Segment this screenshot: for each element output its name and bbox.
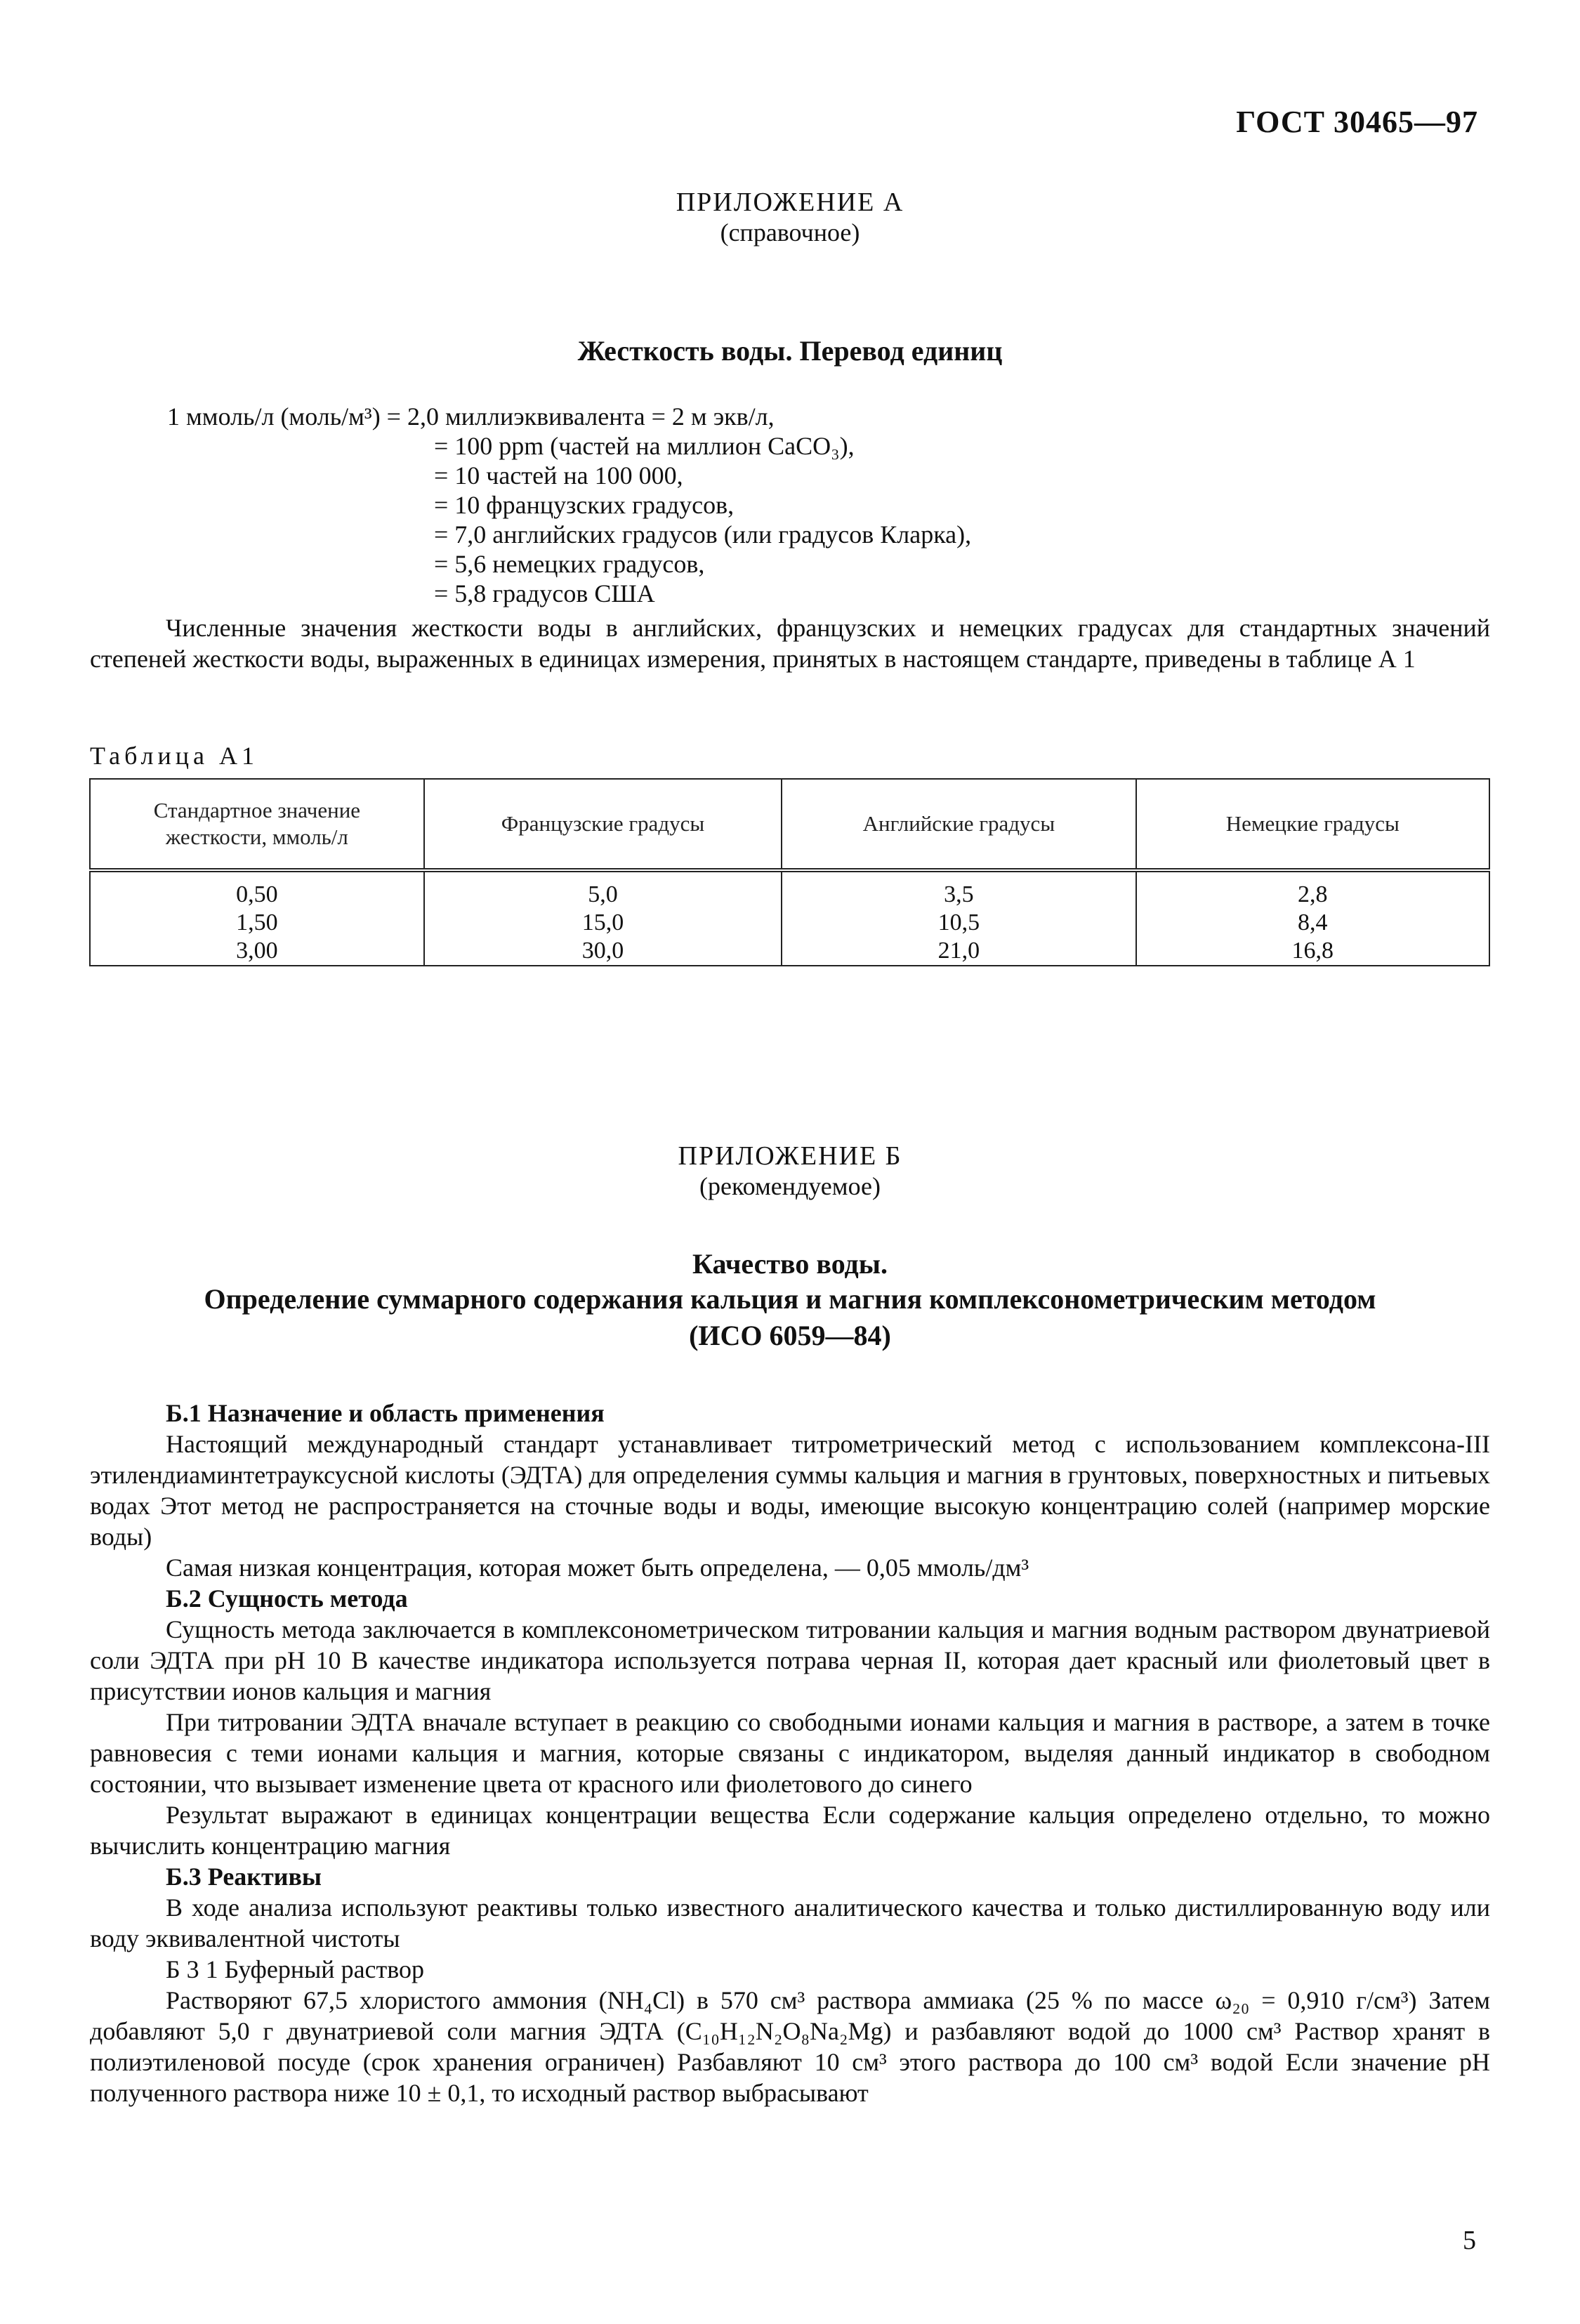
table-cell: 15,0 bbox=[424, 909, 782, 937]
section-b2-paragraph: Результат выражают в единицах концентрации вещества Если содержание кальция определено отдельно, то можно вычислить концентрацию магния bbox=[90, 1801, 1490, 1860]
table-cell: 8,4 bbox=[1136, 909, 1489, 937]
section-b3-heading: Б.3 Реактивы bbox=[166, 1863, 322, 1891]
table-cell: 3,5 bbox=[782, 870, 1135, 909]
annex-b-title: ПРИЛОЖЕНИЕ Б bbox=[678, 1141, 902, 1171]
table-row bbox=[90, 870, 1489, 909]
table-header-cell: Французские градусы bbox=[424, 779, 782, 870]
annex-b-body bbox=[90, 1398, 1490, 2108]
table-header-cell: Немецкие градусы bbox=[1136, 779, 1489, 870]
table-cell: 30,0 bbox=[424, 937, 782, 966]
hardness-table bbox=[89, 778, 1490, 966]
section-b31-paragraph: Растворяют 67,5 хлористого аммония (NH₄Cl) в 570 см³ раствора аммиака (25 % по массе ω₂₀ = 0,910 г/см³) Затем добавляют 5,0 г двунатриевой соли магния ЭДТА (C₁₀H₁₂N₂O₈Na₂Mg) и разбавляют водой до 1000 см³ Раствор хранят в полиэтиленовой посуде (срок хранения ограничен) Разбавляют 10 см³ этого раствора до 100 см³ водой Если значение pH полученного раствора ниже 10 ± 0,1, то исходный раствор выбрасывают bbox=[90, 1986, 1490, 2107]
section-b2-paragraph: Сущность метода заключается в комплексонометрическом титровании кальция и магния водным раствором двунатриевой соли ЭДТА при pH 10 В качестве индикатора используется потрава черная II, которая дает красный или фиолетовый цвет в присутствии ионов кальция и магния bbox=[90, 1615, 1490, 1705]
standard-code: ГОСТ 30465—97 bbox=[1236, 105, 1478, 139]
table-caption: Таблица А1 bbox=[90, 742, 258, 770]
table-header-row bbox=[90, 779, 1489, 870]
table-row bbox=[90, 909, 1489, 937]
section-b1-heading: Б.1 Назначение и область применения bbox=[166, 1399, 605, 1427]
annex-b-status: (рекомендуемое) bbox=[699, 1172, 881, 1200]
annex-b-heading-line1: Качество воды. bbox=[692, 1248, 888, 1280]
annex-a-title: ПРИЛОЖЕНИЕ А bbox=[676, 188, 904, 217]
table-cell: 21,0 bbox=[782, 937, 1135, 966]
table-cell: 1,50 bbox=[90, 909, 424, 937]
section-b2-paragraph: При титровании ЭДТА вначале вступает в реакцию со свободными ионами кальция и магния в растворе, а затем в точке равновесия с теми ионами кальция и магния, которые связаны с индикатором, выделяя данный индикатор в свободном состоянии, что вызывает изменение цвета от красного или фиолетового до синего bbox=[90, 1708, 1490, 1798]
page-number: 5 bbox=[1463, 2226, 1476, 2255]
section-b1-paragraph: Самая низкая концентрация, которая может быть определена, — 0,05 ммоль/дм³ bbox=[166, 1554, 1029, 1582]
table-cell: 2,8 bbox=[1136, 870, 1489, 909]
conversion-line: = 10 частей на 100 000, bbox=[434, 461, 683, 490]
section-b1-paragraph: Настоящий международный стандарт устанавливает титрометрический метод с использованием комплексона-III этилендиаминтетрауксусной кислоты (ЭДТА) для определения суммы кальция и магния в грунтовых, поверхностных и питьевых водах Этот метод не распространяется на сточные воды и воды, имеющие высокую концентрацию солей (например морские воды) bbox=[90, 1430, 1490, 1551]
annex-b-heading-line2: Определение суммарного содержания кальция и магния комплексонометрическим методом bbox=[204, 1283, 1376, 1315]
table-row bbox=[90, 937, 1489, 966]
conversion-line: = 5,6 немецких градусов, bbox=[434, 550, 705, 578]
conversion-line: = 100 ppm (частей на миллион CaCO₃), bbox=[434, 432, 855, 460]
section-b3-paragraph: В ходе анализа используют реактивы только известного аналитического качества и только дистиллированную воду или воду эквивалентной чистоты bbox=[90, 1893, 1490, 1952]
conversion-line: = 5,8 градусов США bbox=[434, 579, 655, 608]
table-cell: 5,0 bbox=[424, 870, 782, 909]
annex-a-status: (справочное) bbox=[720, 218, 860, 247]
table-header-cell: Стандартное значение жесткости, ммоль/л bbox=[90, 779, 424, 870]
table-cell: 16,8 bbox=[1136, 937, 1489, 966]
conversion-line: 1 ммоль/л (моль/м³) = 2,0 миллиэквивалента = 2 м экв/л, bbox=[167, 402, 775, 431]
table-cell: 10,5 bbox=[782, 909, 1135, 937]
section-b31-heading: Б 3 1 Буферный раствор bbox=[166, 1955, 425, 1983]
annex-b-heading-line3: (ИСО 6059—84) bbox=[689, 1320, 891, 1351]
conversion-line: = 7,0 английских градусов (или градусов Кларка), bbox=[434, 520, 972, 549]
annex-a-heading: Жесткость воды. Перевод единиц bbox=[577, 335, 1003, 367]
table-cell: 0,50 bbox=[90, 870, 424, 909]
conversion-line: = 10 французских градусов, bbox=[434, 491, 735, 519]
table-header-cell: Английские градусы bbox=[782, 779, 1135, 870]
annex-a-paragraph: Численные значения жесткости воды в английских, французских и немецких градусах для стандартных значений степеней жесткости воды, выраженных в единицах измерения, принятых в настоящем стандарте, приведены в таблице А 1 bbox=[90, 614, 1490, 673]
table-cell: 3,00 bbox=[90, 937, 424, 966]
section-b2-heading: Б.2 Сущность метода bbox=[166, 1584, 408, 1613]
